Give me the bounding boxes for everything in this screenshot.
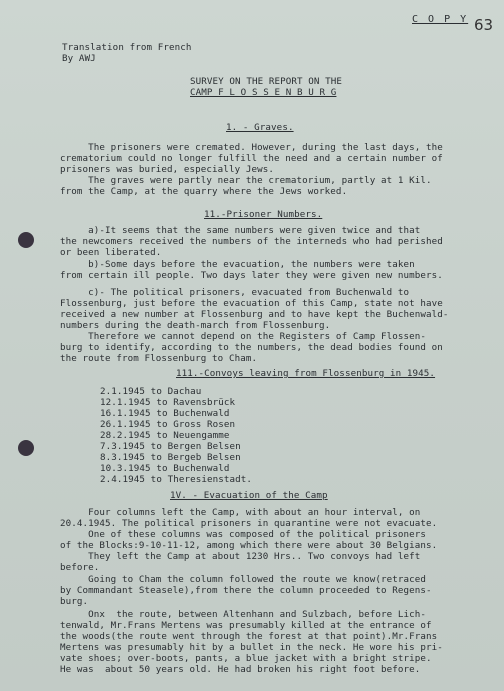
section2-line: c)- The political prisoners, evacuated from Buchenwald to: [60, 287, 410, 298]
section1-line: from the Camp, at the quarry where the Jews worked.: [60, 186, 348, 197]
section2-line: numbers during the death-march from Flossenburg.: [60, 320, 331, 331]
section4-line: of the Blocks:9-10-11-12, among which there were about 30 Belgians.: [60, 540, 438, 551]
section4-line: by Commandant Steasele),from there the column proceeded to Regens-: [60, 585, 432, 596]
section4-line: 20.4.1945. The political prisoners in quarantine were not evacuate.: [60, 518, 438, 529]
section4-line: burg.: [60, 596, 89, 607]
section2-line: burg to identify, according to the numbers, the dead bodies found on: [60, 342, 443, 353]
section-heading-convoys: 111.-Convoys leaving from Flossenburg in 1945.: [176, 368, 436, 379]
section2-line: b)-Some days before the evacuation, the numbers were taken: [60, 259, 415, 270]
convoy-entry: 2.4.1945 to Theresienstadt.: [100, 474, 253, 485]
title-line-2: CAMP F L O S S E N B U R G: [190, 87, 337, 98]
section2-line: from certain ill people. Two days later they were given new numbers.: [60, 270, 443, 281]
section4-line: Four columns left the Camp, with about an hour interval, on: [60, 507, 421, 518]
convoy-entry: 28.2.1945 to Neuengamme: [100, 430, 230, 441]
section-heading-evacuation: 1V. - Evacuation of the Camp: [170, 490, 328, 501]
section4-line: Going to Cham the column followed the route we know(retraced: [60, 574, 427, 585]
convoy-entry: 10.3.1945 to Buchenwald: [100, 463, 230, 474]
section4-line: tenwald, Mr.Frans Mertens was presumably killed at the entrance of: [60, 620, 432, 631]
section2-line: a)-It seems that the same numbers were given twice and that: [60, 225, 421, 236]
section1-line: The graves were partly near the crematorium, partly at 1 Kil.: [60, 175, 432, 186]
section-heading-graves: 1. - Graves.: [226, 122, 294, 133]
punch-hole-top: [18, 232, 34, 248]
convoy-entry: 8.3.1945 to Bergeb Belsen: [100, 452, 241, 463]
section4-line: They left the Camp at about 1230 Hrs.. Two convoys had left: [60, 551, 421, 562]
convoy-entry: 26.1.1945 to Gross Rosen: [100, 419, 236, 430]
section4-line: before.: [60, 562, 100, 573]
section4-line: Onx the route, between Altenhann and Sulzbach, before Lich-: [60, 609, 427, 620]
section1-line: crematorium could no longer fulfill the need and a certain number of: [60, 153, 443, 164]
title-line-1: SURVEY ON THE REPORT ON THE: [190, 76, 343, 87]
convoy-entry: 12.1.1945 to Ravensbrück: [100, 397, 236, 408]
section4-line: Mertens was presumably hit by a bullet in the neck. He wore his pri-: [60, 642, 443, 653]
translation-note: Translation from French: [62, 42, 192, 53]
convoy-entry: 7.3.1945 to Bergen Belsen: [100, 441, 241, 452]
section2-line: or been liberated.: [60, 247, 162, 258]
section-heading-prisoner-numbers: 11.-Prisoner Numbers.: [204, 209, 323, 220]
punch-hole-bottom: [18, 440, 34, 456]
section1-line: The prisoners were cremated. However, during the last days, the: [60, 142, 443, 153]
section4-line: vate shoes; over-boots, pants, a blue jacket with a bright stripe.: [60, 653, 432, 664]
convoy-entry: 16.1.1945 to Buchenwald: [100, 408, 230, 419]
section2-line: the route from Flossenburg to Cham.: [60, 353, 258, 364]
convoy-entry: 2.1.1945 to Dachau: [100, 386, 202, 397]
section2-line: received a new number at Flossenburg and to have kept the Buchenwald-: [60, 309, 449, 320]
section4-line: He was about 50 years old. He had broken his right foot before.: [60, 664, 421, 675]
translator-initials: By AWJ: [62, 53, 96, 64]
section2-line: the newcomers received the numbers of the interneds who had perished: [60, 236, 443, 247]
page-number: 63: [474, 16, 494, 34]
section2-line: Flossenburg, just before the evacuation of this Camp, state not have: [60, 298, 443, 309]
section2-line: Therefore we cannot depend on the Registers of Camp Flossen-: [60, 331, 427, 342]
section4-line: the woods(the route went through the forest at that point).Mr.Frans: [60, 631, 438, 642]
section4-line: One of these columns was composed of the political prisoners: [60, 529, 427, 540]
copy-stamp: C O P Y: [412, 14, 469, 25]
section1-line: prisoners was buried, especially Jews.: [60, 164, 274, 175]
